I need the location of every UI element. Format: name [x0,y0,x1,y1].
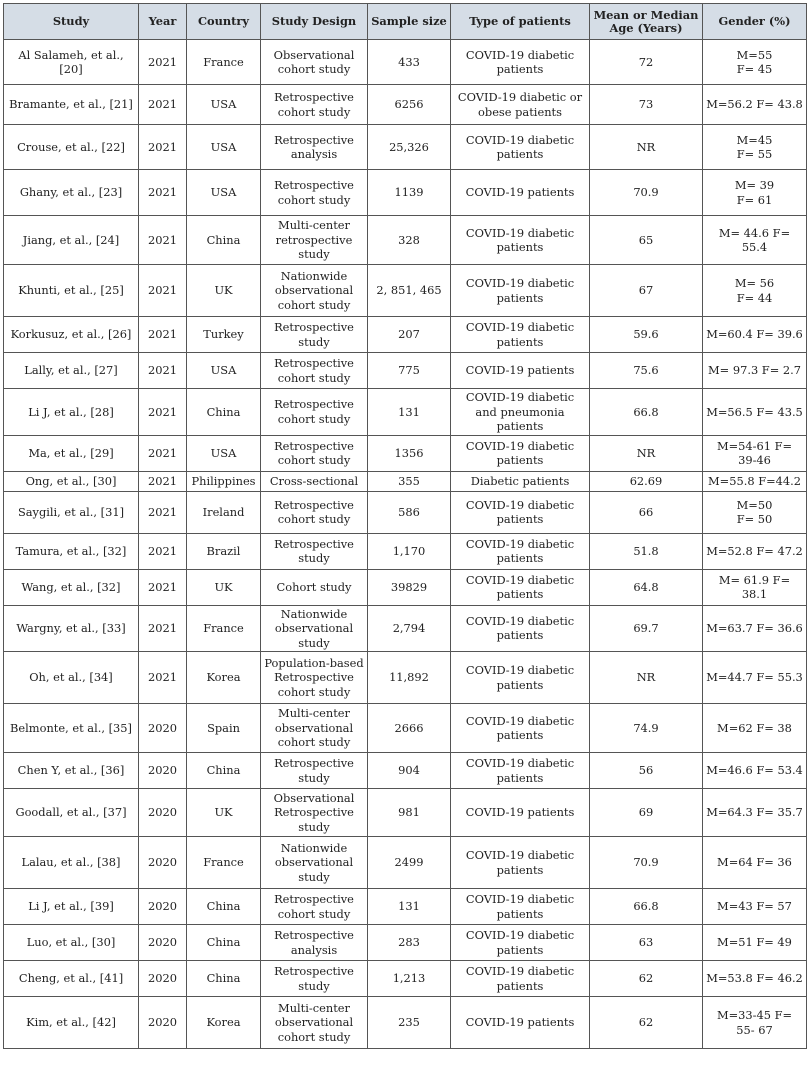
cell-study-design: Population-based Retrospective cohort study [261,652,368,704]
cell-type-of-patients: COVID-19 diabetic patients [451,216,590,265]
cell-sample-size: 39829 [368,569,451,605]
cell-sample-size: 2499 [368,837,451,889]
cell-study-design: Retrospective cohort study [261,85,368,125]
cell-age: 75.6 [590,353,703,389]
cell-country: Korea [187,997,261,1049]
cell-year: 2021 [139,265,187,317]
cell-country: China [187,753,261,789]
cell-sample-size: 131 [368,389,451,436]
cell-country: Philippines [187,471,261,491]
cell-gender: M=52.8 F= 47.2 [703,533,807,569]
cell-age: 69 [590,789,703,837]
cell-country: Ireland [187,491,261,533]
cell-gender: M=63.7 F= 36.6 [703,605,807,652]
cell-gender: M= 39 F= 61 [703,170,807,216]
table-row [4,265,807,317]
table-body [4,40,807,1049]
cell-age: 73 [590,85,703,125]
cell-study-design: Retrospective study [261,533,368,569]
cell-country: USA [187,85,261,125]
cell-type-of-patients: COVID-19 diabetic patients [451,704,590,753]
cell-sample-size: 1,170 [368,533,451,569]
table-row [4,753,807,789]
studies-table [3,3,807,1049]
cell-study: Khunti, et al., [25] [4,265,139,317]
cell-type-of-patients: COVID-19 diabetic patients [451,435,590,471]
cell-age: 64.8 [590,569,703,605]
cell-study: Lally, et al., [27] [4,353,139,389]
cell-age: 72 [590,40,703,85]
table-row [4,389,807,436]
cell-country: China [187,925,261,961]
table-row [4,789,807,837]
cell-type-of-patients: COVID-19 diabetic patients [451,317,590,353]
cell-study: Bramante, et al., [21] [4,85,139,125]
cell-year: 2021 [139,471,187,491]
cell-type-of-patients: COVID-19 diabetic patients [451,491,590,533]
cell-study: Goodall, et al., [37] [4,789,139,837]
cell-study: Li J, et al., [39] [4,889,139,925]
cell-type-of-patients: COVID-19 diabetic patients [451,889,590,925]
cell-year: 2021 [139,435,187,471]
cell-sample-size: 981 [368,789,451,837]
cell-country: USA [187,125,261,170]
cell-study-design: Multi-center observational cohort study [261,997,368,1049]
cell-age: 66.8 [590,889,703,925]
cell-study: Jiang, et al., [24] [4,216,139,265]
cell-gender: M=64.3 F= 35.7 [703,789,807,837]
cell-country: Brazil [187,533,261,569]
cell-age: 65 [590,216,703,265]
table-row [4,533,807,569]
cell-year: 2020 [139,704,187,753]
cell-age: 66.8 [590,389,703,436]
cell-sample-size: 11,892 [368,652,451,704]
cell-gender: M=55 F= 45 [703,40,807,85]
cell-year: 2021 [139,605,187,652]
cell-study: Ma, et al., [29] [4,435,139,471]
cell-gender: M=56.2 F= 43.8 [703,85,807,125]
cell-sample-size: 1356 [368,435,451,471]
header-year: Year [139,4,187,40]
table-row [4,569,807,605]
cell-type-of-patients: COVID-19 diabetic and pneumonia patients [451,389,590,436]
table-row [4,605,807,652]
cell-age: 56 [590,753,703,789]
cell-sample-size: 2, 851, 465 [368,265,451,317]
cell-type-of-patients: COVID-19 diabetic patients [451,569,590,605]
cell-gender: M=62 F= 38 [703,704,807,753]
header-study: Study [4,4,139,40]
table-row [4,889,807,925]
cell-year: 2020 [139,925,187,961]
cell-study-design: Retrospective cohort study [261,353,368,389]
cell-study-design: Retrospective cohort study [261,491,368,533]
cell-type-of-patients: COVID-19 diabetic or obese patients [451,85,590,125]
cell-age: 70.9 [590,837,703,889]
table-row [4,925,807,961]
cell-country: USA [187,435,261,471]
cell-year: 2021 [139,652,187,704]
cell-country: USA [187,170,261,216]
header-type-of-patients: Type of patients [451,4,590,40]
cell-study: Kim, et al., [42] [4,997,139,1049]
cell-study-design: Multi-center observational cohort study [261,704,368,753]
cell-sample-size: 283 [368,925,451,961]
cell-age: 51.8 [590,533,703,569]
cell-sample-size: 433 [368,40,451,85]
cell-country: China [187,216,261,265]
cell-study: Belmonte, et al., [35] [4,704,139,753]
cell-study-design: Nationwide observational study [261,605,368,652]
cell-study-design: Retrospective cohort study [261,889,368,925]
cell-type-of-patients: COVID-19 patients [451,789,590,837]
cell-study-design: Cross-sectional [261,471,368,491]
cell-sample-size: 586 [368,491,451,533]
cell-sample-size: 207 [368,317,451,353]
cell-sample-size: 904 [368,753,451,789]
cell-gender: M=60.4 F= 39.6 [703,317,807,353]
cell-gender: M=53.8 F= 46.2 [703,961,807,997]
cell-age: 59.6 [590,317,703,353]
cell-study-design: Cohort study [261,569,368,605]
cell-gender: M= 56 F= 44 [703,265,807,317]
cell-sample-size: 25,326 [368,125,451,170]
cell-age: 62 [590,997,703,1049]
cell-gender: M=55.8 F=44.2 [703,471,807,491]
cell-country: Korea [187,652,261,704]
cell-age: NR [590,435,703,471]
table-row [4,170,807,216]
cell-gender: M=45 F= 55 [703,125,807,170]
cell-year: 2020 [139,961,187,997]
cell-gender: M=33-45 F= 55- 67 [703,997,807,1049]
cell-sample-size: 131 [368,889,451,925]
cell-age: 70.9 [590,170,703,216]
cell-country: China [187,961,261,997]
cell-age: 63 [590,925,703,961]
table-row [4,40,807,85]
cell-study-design: Nationwide observational cohort study [261,265,368,317]
cell-sample-size: 2666 [368,704,451,753]
cell-country: China [187,889,261,925]
cell-country: France [187,605,261,652]
header-age: Mean or Median Age (Years) [590,4,703,40]
cell-study: Cheng, et al., [41] [4,961,139,997]
cell-study: Saygili, et al., [31] [4,491,139,533]
cell-gender: M= 61.9 F= 38.1 [703,569,807,605]
cell-age: 67 [590,265,703,317]
cell-study: Crouse, et al., [22] [4,125,139,170]
cell-year: 2021 [139,125,187,170]
cell-study: Chen Y, et al., [36] [4,753,139,789]
cell-gender: M=56.5 F= 43.5 [703,389,807,436]
header-gender: Gender (%) [703,4,807,40]
table-row [4,837,807,889]
cell-type-of-patients: COVID-19 diabetic patients [451,652,590,704]
cell-year: 2021 [139,353,187,389]
cell-country: Turkey [187,317,261,353]
cell-sample-size: 355 [368,471,451,491]
cell-study-design: Retrospective analysis [261,925,368,961]
cell-year: 2021 [139,317,187,353]
header-country: Country [187,4,261,40]
cell-study: Korkusuz, et al., [26] [4,317,139,353]
cell-sample-size: 235 [368,997,451,1049]
cell-age: 74.9 [590,704,703,753]
cell-study: Wargny, et al., [33] [4,605,139,652]
cell-country: UK [187,265,261,317]
cell-year: 2021 [139,40,187,85]
cell-year: 2021 [139,216,187,265]
cell-sample-size: 6256 [368,85,451,125]
table-row [4,471,807,491]
cell-gender: M=43 F= 57 [703,889,807,925]
cell-country: UK [187,569,261,605]
cell-study-design: Retrospective study [261,961,368,997]
cell-type-of-patients: COVID-19 diabetic patients [451,265,590,317]
cell-sample-size: 328 [368,216,451,265]
cell-year: 2021 [139,533,187,569]
header-sample-size: Sample size [368,4,451,40]
cell-type-of-patients: COVID-19 diabetic patients [451,925,590,961]
table-row [4,652,807,704]
table-row [4,216,807,265]
cell-type-of-patients: COVID-19 diabetic patients [451,125,590,170]
cell-study: Oh, et al., [34] [4,652,139,704]
cell-age: 62.69 [590,471,703,491]
cell-year: 2021 [139,85,187,125]
cell-age: NR [590,652,703,704]
cell-gender: M= 44.6 F= 55.4 [703,216,807,265]
cell-study-design: Observational cohort study [261,40,368,85]
cell-type-of-patients: COVID-19 patients [451,997,590,1049]
cell-study: Al Salameh, et al., [20] [4,40,139,85]
cell-study-design: Retrospective study [261,753,368,789]
header-row [4,4,807,40]
cell-type-of-patients: COVID-19 diabetic patients [451,961,590,997]
table-row [4,997,807,1049]
table-row [4,317,807,353]
cell-study: Tamura, et al., [32] [4,533,139,569]
cell-type-of-patients: COVID-19 diabetic patients [451,605,590,652]
cell-study-design: Retrospective study [261,317,368,353]
cell-study: Wang, et al., [32] [4,569,139,605]
cell-study-design: Observational Retrospective study [261,789,368,837]
cell-country: UK [187,789,261,837]
cell-country: USA [187,353,261,389]
cell-type-of-patients: COVID-19 diabetic patients [451,753,590,789]
cell-year: 2021 [139,569,187,605]
cell-sample-size: 2,794 [368,605,451,652]
cell-year: 2021 [139,389,187,436]
cell-gender: M=54-61 F= 39-46 [703,435,807,471]
cell-age: 69.7 [590,605,703,652]
cell-gender: M=50 F= 50 [703,491,807,533]
cell-study: Ghany, et al., [23] [4,170,139,216]
cell-type-of-patients: Diabetic patients [451,471,590,491]
cell-gender: M= 97.3 F= 2.7 [703,353,807,389]
cell-year: 2020 [139,753,187,789]
cell-sample-size: 1139 [368,170,451,216]
cell-gender: M=46.6 F= 53.4 [703,753,807,789]
cell-year: 2020 [139,837,187,889]
table-row [4,353,807,389]
cell-country: France [187,40,261,85]
cell-gender: M=64 F= 36 [703,837,807,889]
cell-gender: M=44.7 F= 55.3 [703,652,807,704]
cell-type-of-patients: COVID-19 diabetic patients [451,837,590,889]
cell-year: 2020 [139,789,187,837]
header-study-design: Study Design [261,4,368,40]
table-row [4,491,807,533]
cell-year: 2021 [139,170,187,216]
cell-age: 62 [590,961,703,997]
cell-country: Spain [187,704,261,753]
cell-study: Li J, et al., [28] [4,389,139,436]
cell-type-of-patients: COVID-19 diabetic patients [451,40,590,85]
cell-sample-size: 775 [368,353,451,389]
cell-sample-size: 1,213 [368,961,451,997]
cell-year: 2020 [139,889,187,925]
table-row [4,85,807,125]
cell-type-of-patients: COVID-19 patients [451,353,590,389]
cell-study-design: Retrospective cohort study [261,170,368,216]
cell-year: 2021 [139,491,187,533]
cell-study: Ong, et al., [30] [4,471,139,491]
table-row [4,125,807,170]
cell-study: Luo, et al., [30] [4,925,139,961]
cell-country: China [187,389,261,436]
cell-study: Lalau, et al., [38] [4,837,139,889]
cell-study-design: Retrospective cohort study [261,435,368,471]
cell-study-design: Nationwide observational study [261,837,368,889]
cell-study-design: Multi-center retrospective study [261,216,368,265]
cell-type-of-patients: COVID-19 diabetic patients [451,533,590,569]
cell-study-design: Retrospective cohort study [261,389,368,436]
table-row [4,704,807,753]
cell-country: France [187,837,261,889]
cell-gender: M=51 F= 49 [703,925,807,961]
cell-type-of-patients: COVID-19 patients [451,170,590,216]
table-row [4,435,807,471]
cell-age: 66 [590,491,703,533]
cell-age: NR [590,125,703,170]
cell-study-design: Retrospective analysis [261,125,368,170]
table-row [4,961,807,997]
cell-year: 2020 [139,997,187,1049]
